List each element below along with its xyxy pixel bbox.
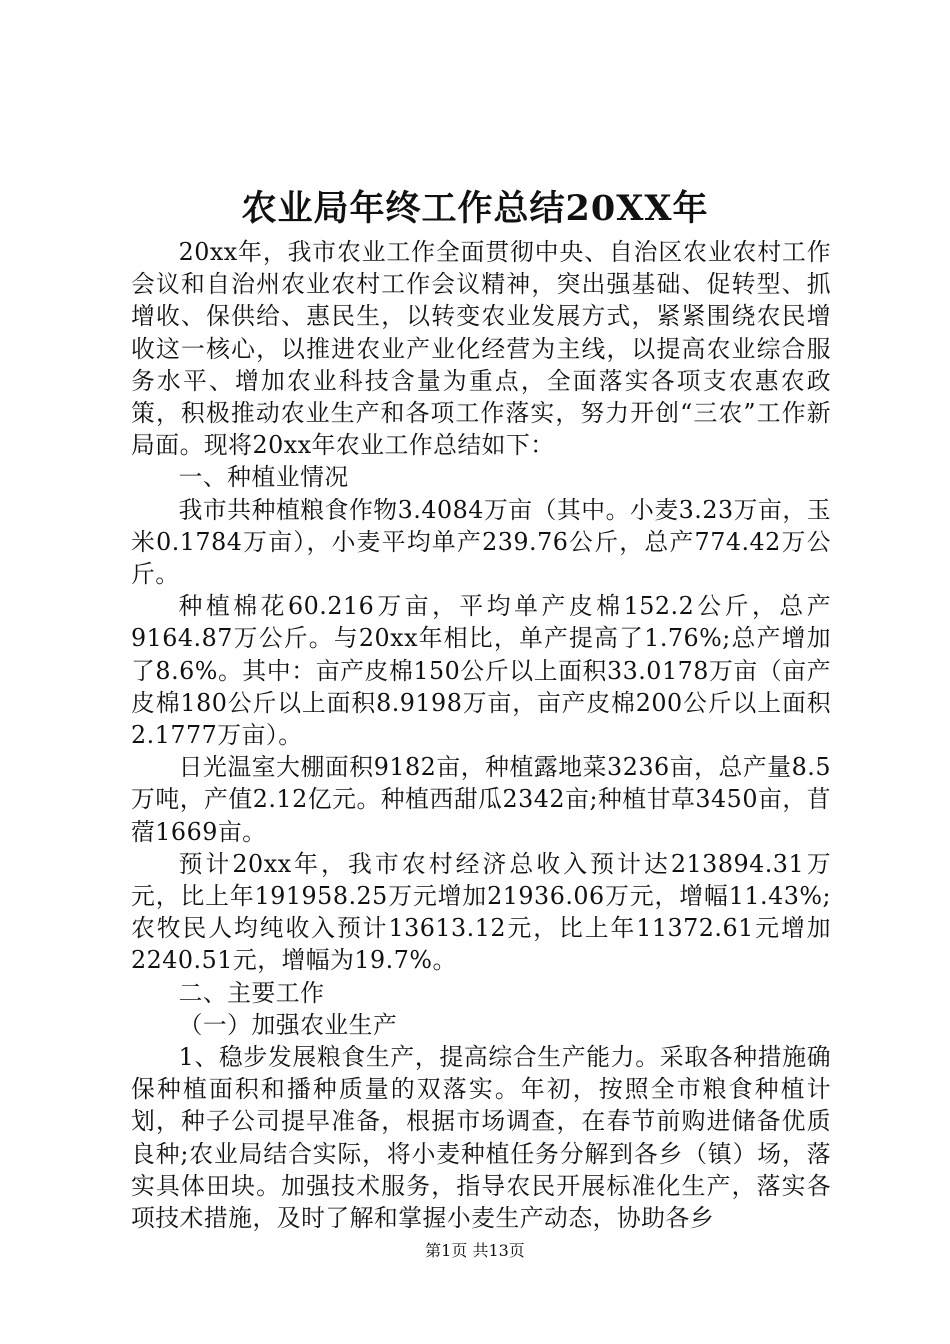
document-body: [131, 236, 831, 1234]
paragraph-grain: 我市共种植粮食作物3.4084万亩（其中。小麦3.23万亩，玉米0.1784万亩），小麦平均单产239.76公斤，总产774.42万公斤。: [131, 495, 831, 589]
page-footer: 第1页 共13页: [425, 1241, 525, 1260]
paragraph-cotton: 种植棉花60.216万亩，平均单产皮棉152.2公斤，总产9164.87万公斤。与20xx年相比，单产提高了1.76%;总产增加了8.6%。其中：亩产皮棉150公斤以上面积33.0178万亩（亩产皮棉180公斤以上面积8.9198万亩，亩产皮棉200公斤以上面积2.1777万亩）。: [131, 592, 831, 750]
paragraph-income: 预计20xx年，我市农村经济总收入预计达213894.31万元，比上年191958.25万元增加21936.06万元，增幅11.43%;农牧民人均纯收入预计13613.12元，比上年11372.61元增加2240.51元，增幅为19.7%。: [131, 849, 831, 975]
paragraph-greenhouse: 日光温室大棚面积9182亩，种植露地菜3236亩，总产量8.5万吨，产值2.12亿元。种植西甜瓜2342亩;种植甘草3450亩，苜蓿1669亩。: [131, 753, 831, 846]
paragraph-intro: 20xx年，我市农业工作全面贯彻中央、自治区农业农村工作会议和自治州农业农村工作会议精神，突出强基础、促转型、抓增收、保供给、惠民生，以转变农业发展方式，紧紧围绕农民增收这一核心，以推进农业产业化经营为主线，以提高农业综合服务水平、增加农业科技含量为重点，全面落实各项支农惠农政策，积极推动农业生产和各项工作落实，努力开创“三农”工作新局面。现将20xx年农业工作总结如下：: [131, 238, 831, 460]
subsection-heading-production: （一）加强农业生产: [178, 1010, 398, 1039]
section-heading-planting: 一、种植业情况: [178, 463, 349, 492]
paragraph-grain-production: 1、稳步发展粮食生产，提高综合生产能力。采取各种措施确保种植面积和播种质量的双落实。年初，按照全市粮食种植计划，种子公司提早准备，根据市场调查，在春节前购进储备优质良种;农业局结合实际，将小麦种植任务分解到各乡（镇）场，落实具体田块。加强技术服务，指导农民开展标准化生产，落实各项技术措施，及时了解和掌握小麦生产动态，协助各乡: [131, 1043, 831, 1233]
document-title: 农业局年终工作总结20XX年: [241, 188, 709, 229]
section-heading-main-work: 二、主要工作: [178, 978, 325, 1007]
